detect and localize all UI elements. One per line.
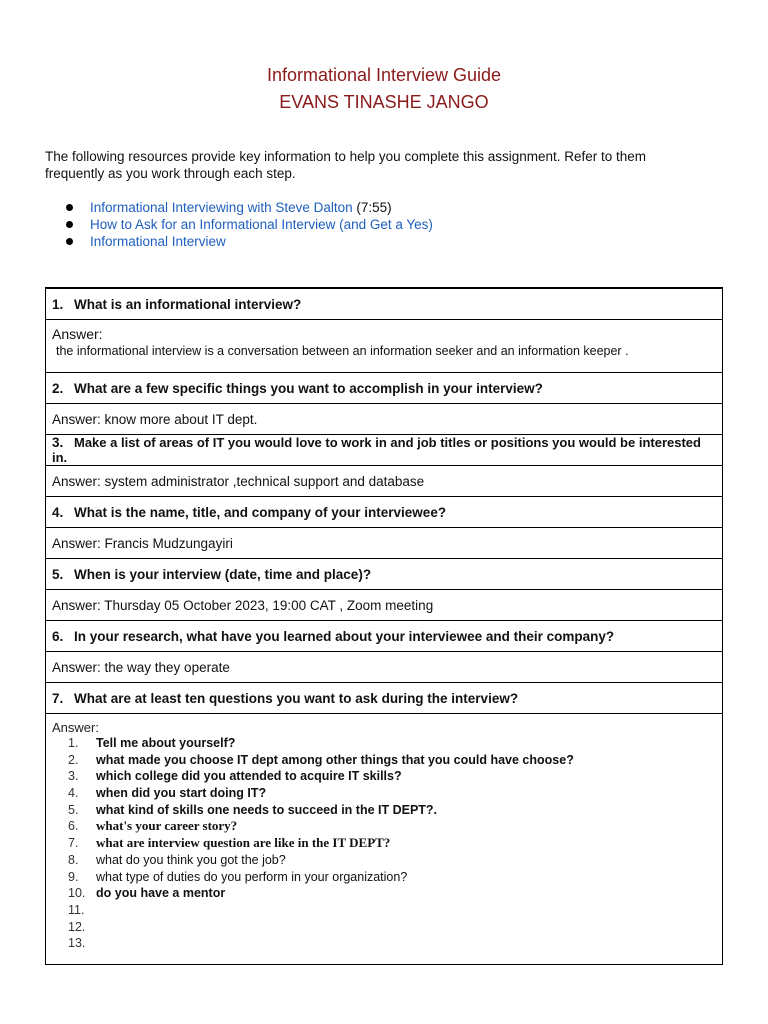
question-number: 1. [52, 296, 64, 312]
question-cell [46, 497, 723, 528]
resource-link-steve-dalton[interactable]: Informational Interviewing with Steve Dalton [90, 200, 353, 215]
resource-item [62, 233, 433, 250]
question-row [46, 435, 723, 466]
list-text: what do you think you got the job? [96, 852, 286, 867]
question-row [46, 621, 723, 652]
question-text: When is your interview (date, time and place)? [74, 566, 372, 582]
answer-cell: Answer: know more about IT dept. [46, 404, 723, 435]
answer-cell [46, 320, 723, 373]
question-text: What are a few specific things you want to accomplish in your interview? [74, 380, 543, 396]
question-text: Make a list of areas of IT you would love to work in and job titles or positions you would be interested in. [52, 435, 701, 465]
document-author: EVANS TINASHE JANGO [279, 92, 489, 112]
bullet-icon [66, 204, 73, 211]
resource-item [62, 216, 433, 233]
question-cell [46, 683, 723, 714]
list-number: 5. [68, 802, 79, 817]
answer-row [46, 404, 723, 435]
list-item [52, 935, 716, 952]
bullet-icon [66, 221, 73, 228]
list-item [52, 802, 716, 819]
question-text: In your research, what have you learned about your interviewee and their company? [74, 628, 615, 644]
list-item [52, 835, 716, 852]
answer-cell: Answer: system administrator ,technical support and database [46, 466, 723, 497]
list-number: 12. [68, 919, 86, 934]
list-number: 13. [68, 936, 86, 951]
intro-paragraph: The following resources provide key information to help you complete this assignment. Refer to them frequently as you work through each step. [45, 149, 647, 181]
list-text: what kind of skills one needs to succeed in the IT DEPT?. [96, 802, 438, 817]
document-title: Informational Interview Guide [266, 65, 502, 85]
question-row [46, 288, 723, 320]
list-item [52, 785, 716, 802]
interview-question-list [52, 735, 716, 952]
question-text: What is an informational interview? [74, 296, 302, 312]
list-number: 8. [68, 852, 79, 867]
question-text: What is the name, title, and company of your interviewee? [74, 504, 447, 520]
question-number: 5. [52, 566, 64, 582]
question-cell [46, 373, 723, 404]
list-text: do you have a mentor [96, 886, 226, 901]
question-cell [46, 621, 723, 652]
resource-item [62, 199, 433, 216]
list-item [52, 818, 716, 835]
list-number: 4. [68, 786, 79, 801]
answer-row [46, 320, 723, 373]
list-item [52, 752, 716, 769]
list-text: Tell me about yourself? [96, 736, 236, 750]
question-text: What are at least ten questions you want to ask during the interview? [74, 690, 519, 706]
list-number: 10. [68, 886, 86, 901]
list-number: 3. [68, 769, 79, 784]
question-row [46, 373, 723, 404]
answer-cell: Answer: Francis Mudzungayiri [46, 528, 723, 559]
answer-text: the informational interview is a conversation between an information seeker and an information keeper . [56, 344, 629, 358]
resource-link-informational-interview[interactable]: Informational Interview [90, 234, 226, 249]
list-number: 1. [68, 736, 79, 750]
bullet-icon [66, 238, 73, 245]
answer-label: Answer: [52, 720, 99, 735]
question-number: 6. [52, 628, 64, 644]
question-number: 4. [52, 504, 64, 520]
question-number: 7. [52, 690, 64, 706]
list-text: when did you start doing IT? [96, 786, 267, 801]
answer-row [46, 714, 723, 965]
list-text: which college did you attended to acquire IT skills? [96, 769, 402, 784]
question-cell [46, 559, 723, 590]
list-text: what are interview question are like in the IT DEPT? [96, 835, 391, 851]
list-text: what type of duties do you perform in your organization? [96, 869, 408, 884]
question-row [46, 559, 723, 590]
resource-list [62, 199, 433, 250]
list-text: what made you choose IT dept among other things that you could have choose? [96, 752, 574, 767]
answer-row [46, 590, 723, 621]
answer-cell: Answer: the way they operate [46, 652, 723, 683]
list-item [52, 735, 716, 752]
resource-link-how-to-ask[interactable]: How to Ask for an Informational Interview (and Get a Yes) [90, 217, 433, 232]
answer-cell: Answer: Thursday 05 October 2023, 19:00 CAT , Zoom meeting [46, 590, 723, 621]
question-row [46, 497, 723, 528]
list-item [52, 852, 716, 869]
list-number: 6. [68, 819, 79, 834]
list-item [52, 885, 716, 902]
resource-duration: (7:55) [352, 200, 392, 215]
answer-row [46, 652, 723, 683]
list-text: what's your career story? [96, 818, 238, 834]
answer-label: Answer: [52, 326, 103, 342]
list-number: 9. [68, 869, 79, 884]
question-row [46, 683, 723, 714]
list-item [52, 768, 716, 785]
answer-row [46, 466, 723, 497]
question-number: 2. [52, 380, 64, 396]
questions-table [45, 287, 723, 965]
list-item [52, 902, 716, 919]
list-number: 11. [68, 902, 85, 917]
list-item [52, 919, 716, 936]
answer-cell [46, 714, 723, 965]
list-item [52, 869, 716, 886]
answer-row [46, 528, 723, 559]
list-number: 7. [68, 836, 79, 851]
question-number: 3. [52, 435, 64, 450]
question-cell [46, 288, 723, 320]
question-cell [46, 435, 723, 466]
list-number: 2. [68, 752, 79, 767]
